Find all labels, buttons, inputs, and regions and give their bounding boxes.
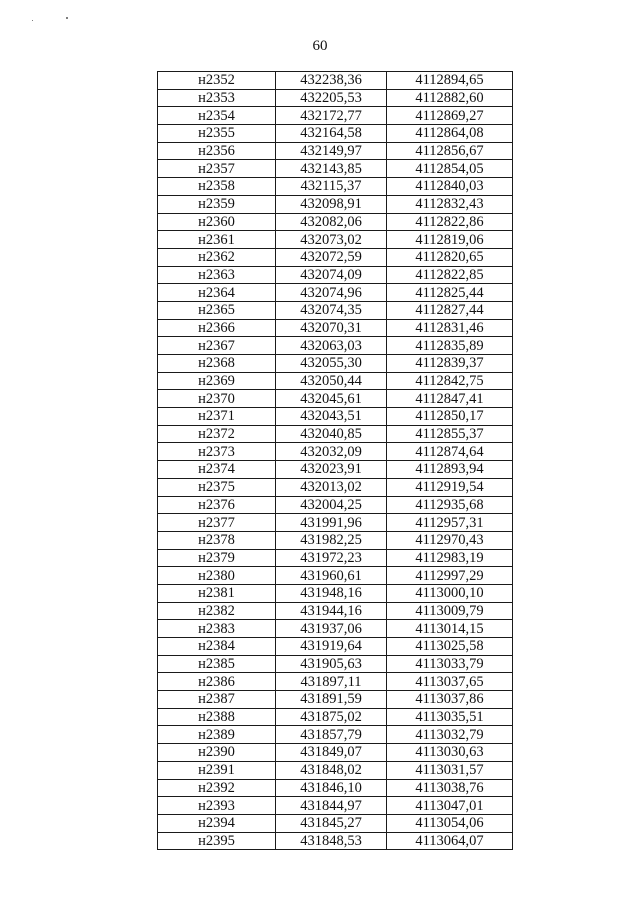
- point-id-cell: н2362: [158, 248, 276, 266]
- y-coordinate-cell: 4113054,06: [387, 814, 513, 832]
- table-row: [158, 319, 513, 337]
- table-row: [158, 125, 513, 143]
- y-coordinate-cell: 4113030,63: [387, 744, 513, 762]
- table-row: [158, 461, 513, 479]
- y-coordinate-cell: 4112850,17: [387, 408, 513, 426]
- y-coordinate-cell: 4112831,46: [387, 319, 513, 337]
- y-coordinate-cell: 4112997,29: [387, 567, 513, 585]
- x-coordinate-cell: 432023,91: [276, 461, 387, 479]
- table-row: [158, 655, 513, 673]
- x-coordinate-cell: 432143,85: [276, 160, 387, 178]
- x-coordinate-cell: 432238,36: [276, 72, 387, 90]
- y-coordinate-cell: 4112864,08: [387, 125, 513, 143]
- table-row: [158, 832, 513, 850]
- point-id-cell: н2381: [158, 584, 276, 602]
- y-coordinate-cell: 4112832,43: [387, 195, 513, 213]
- table-row: [158, 72, 513, 90]
- table-row: [158, 620, 513, 638]
- y-coordinate-cell: 4112825,44: [387, 284, 513, 302]
- point-id-cell: н2373: [158, 443, 276, 461]
- y-coordinate-cell: 4113037,86: [387, 691, 513, 709]
- scan-speck: [66, 17, 68, 19]
- coordinates-table: [157, 71, 513, 850]
- page-number: 60: [312, 38, 328, 54]
- x-coordinate-cell: 432164,58: [276, 125, 387, 143]
- y-coordinate-cell: 4113025,58: [387, 638, 513, 656]
- table-row: [158, 549, 513, 567]
- table-row: [158, 355, 513, 373]
- y-coordinate-cell: 4113035,51: [387, 708, 513, 726]
- table-row: [158, 390, 513, 408]
- point-id-cell: н2385: [158, 655, 276, 673]
- table-row: [158, 744, 513, 762]
- x-coordinate-cell: 432004,25: [276, 496, 387, 514]
- point-id-cell: н2388: [158, 708, 276, 726]
- x-coordinate-cell: 431972,23: [276, 549, 387, 567]
- table-row: [158, 425, 513, 443]
- table-row: [158, 602, 513, 620]
- y-coordinate-cell: 4112840,03: [387, 178, 513, 196]
- y-coordinate-cell: 4112983,19: [387, 549, 513, 567]
- y-coordinate-cell: 4112847,41: [387, 390, 513, 408]
- point-id-cell: н2361: [158, 231, 276, 249]
- table-row: [158, 89, 513, 107]
- table-row: [158, 531, 513, 549]
- x-coordinate-cell: 431846,10: [276, 779, 387, 797]
- table-row: [158, 301, 513, 319]
- point-id-cell: н2359: [158, 195, 276, 213]
- point-id-cell: н2391: [158, 761, 276, 779]
- point-id-cell: н2369: [158, 372, 276, 390]
- y-coordinate-cell: 4113014,15: [387, 620, 513, 638]
- x-coordinate-cell: 432063,03: [276, 337, 387, 355]
- point-id-cell: н2371: [158, 408, 276, 426]
- x-coordinate-cell: 431891,59: [276, 691, 387, 709]
- point-id-cell: н2365: [158, 301, 276, 319]
- point-id-cell: н2368: [158, 355, 276, 373]
- x-coordinate-cell: 431991,96: [276, 514, 387, 532]
- table-row: [158, 213, 513, 231]
- point-id-cell: н2372: [158, 425, 276, 443]
- y-coordinate-cell: 4112893,94: [387, 461, 513, 479]
- x-coordinate-cell: 432013,02: [276, 478, 387, 496]
- point-id-cell: н2354: [158, 107, 276, 125]
- point-id-cell: н2357: [158, 160, 276, 178]
- y-coordinate-cell: 4112822,86: [387, 213, 513, 231]
- x-coordinate-cell: 431845,27: [276, 814, 387, 832]
- y-coordinate-cell: 4112869,27: [387, 107, 513, 125]
- y-coordinate-cell: 4112822,85: [387, 266, 513, 284]
- x-coordinate-cell: 432070,31: [276, 319, 387, 337]
- x-coordinate-cell: 432098,91: [276, 195, 387, 213]
- y-coordinate-cell: 4113038,76: [387, 779, 513, 797]
- table-row: [158, 496, 513, 514]
- table-row: [158, 691, 513, 709]
- x-coordinate-cell: 432074,35: [276, 301, 387, 319]
- x-coordinate-cell: 432073,02: [276, 231, 387, 249]
- point-id-cell: н2370: [158, 390, 276, 408]
- coordinates-table-body: [158, 72, 513, 850]
- y-coordinate-cell: 4112820,65: [387, 248, 513, 266]
- table-row: [158, 761, 513, 779]
- x-coordinate-cell: 432055,30: [276, 355, 387, 373]
- x-coordinate-cell: 432072,59: [276, 248, 387, 266]
- scan-speck: [32, 20, 33, 21]
- point-id-cell: н2366: [158, 319, 276, 337]
- y-coordinate-cell: 4113032,79: [387, 726, 513, 744]
- point-id-cell: н2358: [158, 178, 276, 196]
- table-row: [158, 160, 513, 178]
- table-row: [158, 584, 513, 602]
- x-coordinate-cell: 431905,63: [276, 655, 387, 673]
- x-coordinate-cell: 432149,97: [276, 142, 387, 160]
- point-id-cell: н2394: [158, 814, 276, 832]
- point-id-cell: н2389: [158, 726, 276, 744]
- x-coordinate-cell: 432082,06: [276, 213, 387, 231]
- y-coordinate-cell: 4112835,89: [387, 337, 513, 355]
- x-coordinate-cell: 431960,61: [276, 567, 387, 585]
- point-id-cell: н2386: [158, 673, 276, 691]
- y-coordinate-cell: 4112855,37: [387, 425, 513, 443]
- table-row: [158, 266, 513, 284]
- point-id-cell: н2392: [158, 779, 276, 797]
- y-coordinate-cell: 4113033,79: [387, 655, 513, 673]
- point-id-cell: н2375: [158, 478, 276, 496]
- x-coordinate-cell: 431982,25: [276, 531, 387, 549]
- x-coordinate-cell: 432115,37: [276, 178, 387, 196]
- point-id-cell: н2376: [158, 496, 276, 514]
- y-coordinate-cell: 4112919,54: [387, 478, 513, 496]
- y-coordinate-cell: 4112957,31: [387, 514, 513, 532]
- point-id-cell: н2382: [158, 602, 276, 620]
- table-row: [158, 638, 513, 656]
- point-id-cell: н2356: [158, 142, 276, 160]
- table-row: [158, 372, 513, 390]
- table-row: [158, 814, 513, 832]
- point-id-cell: н2352: [158, 72, 276, 90]
- point-id-cell: н2380: [158, 567, 276, 585]
- x-coordinate-cell: 431849,07: [276, 744, 387, 762]
- point-id-cell: н2378: [158, 531, 276, 549]
- y-coordinate-cell: 4113064,07: [387, 832, 513, 850]
- x-coordinate-cell: 431857,79: [276, 726, 387, 744]
- y-coordinate-cell: 4112827,44: [387, 301, 513, 319]
- table-row: [158, 231, 513, 249]
- table-row: [158, 408, 513, 426]
- x-coordinate-cell: 432050,44: [276, 372, 387, 390]
- y-coordinate-cell: 4112970,43: [387, 531, 513, 549]
- point-id-cell: н2383: [158, 620, 276, 638]
- y-coordinate-cell: 4112874,64: [387, 443, 513, 461]
- y-coordinate-cell: 4113031,57: [387, 761, 513, 779]
- table-row: [158, 443, 513, 461]
- x-coordinate-cell: 432032,09: [276, 443, 387, 461]
- x-coordinate-cell: 432040,85: [276, 425, 387, 443]
- x-coordinate-cell: 432172,77: [276, 107, 387, 125]
- table-row: [158, 195, 513, 213]
- table-row: [158, 107, 513, 125]
- point-id-cell: н2355: [158, 125, 276, 143]
- point-id-cell: н2384: [158, 638, 276, 656]
- point-id-cell: н2393: [158, 797, 276, 815]
- table-row: [158, 478, 513, 496]
- x-coordinate-cell: 432045,61: [276, 390, 387, 408]
- x-coordinate-cell: 431948,16: [276, 584, 387, 602]
- point-id-cell: н2387: [158, 691, 276, 709]
- y-coordinate-cell: 4112935,68: [387, 496, 513, 514]
- y-coordinate-cell: 4113037,65: [387, 673, 513, 691]
- table-row: [158, 142, 513, 160]
- point-id-cell: н2364: [158, 284, 276, 302]
- x-coordinate-cell: 431848,02: [276, 761, 387, 779]
- x-coordinate-cell: 431937,06: [276, 620, 387, 638]
- point-id-cell: н2395: [158, 832, 276, 850]
- y-coordinate-cell: 4112839,37: [387, 355, 513, 373]
- y-coordinate-cell: 4112856,67: [387, 142, 513, 160]
- x-coordinate-cell: 431875,02: [276, 708, 387, 726]
- y-coordinate-cell: 4112894,65: [387, 72, 513, 90]
- y-coordinate-cell: 4112882,60: [387, 89, 513, 107]
- x-coordinate-cell: 431897,11: [276, 673, 387, 691]
- y-coordinate-cell: 4113047,01: [387, 797, 513, 815]
- table-row: [158, 726, 513, 744]
- table-row: [158, 673, 513, 691]
- table-row: [158, 779, 513, 797]
- table-row: [158, 248, 513, 266]
- table-row: [158, 708, 513, 726]
- point-id-cell: н2360: [158, 213, 276, 231]
- point-id-cell: н2377: [158, 514, 276, 532]
- x-coordinate-cell: 431848,53: [276, 832, 387, 850]
- x-coordinate-cell: 432205,53: [276, 89, 387, 107]
- point-id-cell: н2363: [158, 266, 276, 284]
- point-id-cell: н2353: [158, 89, 276, 107]
- y-coordinate-cell: 4112842,75: [387, 372, 513, 390]
- x-coordinate-cell: 432074,09: [276, 266, 387, 284]
- x-coordinate-cell: 432074,96: [276, 284, 387, 302]
- y-coordinate-cell: 4113009,79: [387, 602, 513, 620]
- y-coordinate-cell: 4112819,06: [387, 231, 513, 249]
- table-row: [158, 178, 513, 196]
- x-coordinate-cell: 431844,97: [276, 797, 387, 815]
- x-coordinate-cell: 432043,51: [276, 408, 387, 426]
- y-coordinate-cell: 4113000,10: [387, 584, 513, 602]
- table-row: [158, 514, 513, 532]
- x-coordinate-cell: 431944,16: [276, 602, 387, 620]
- y-coordinate-cell: 4112854,05: [387, 160, 513, 178]
- table-row: [158, 284, 513, 302]
- point-id-cell: н2367: [158, 337, 276, 355]
- table-row: [158, 337, 513, 355]
- point-id-cell: н2379: [158, 549, 276, 567]
- point-id-cell: н2390: [158, 744, 276, 762]
- table-row: [158, 797, 513, 815]
- x-coordinate-cell: 431919,64: [276, 638, 387, 656]
- table-row: [158, 567, 513, 585]
- point-id-cell: н2374: [158, 461, 276, 479]
